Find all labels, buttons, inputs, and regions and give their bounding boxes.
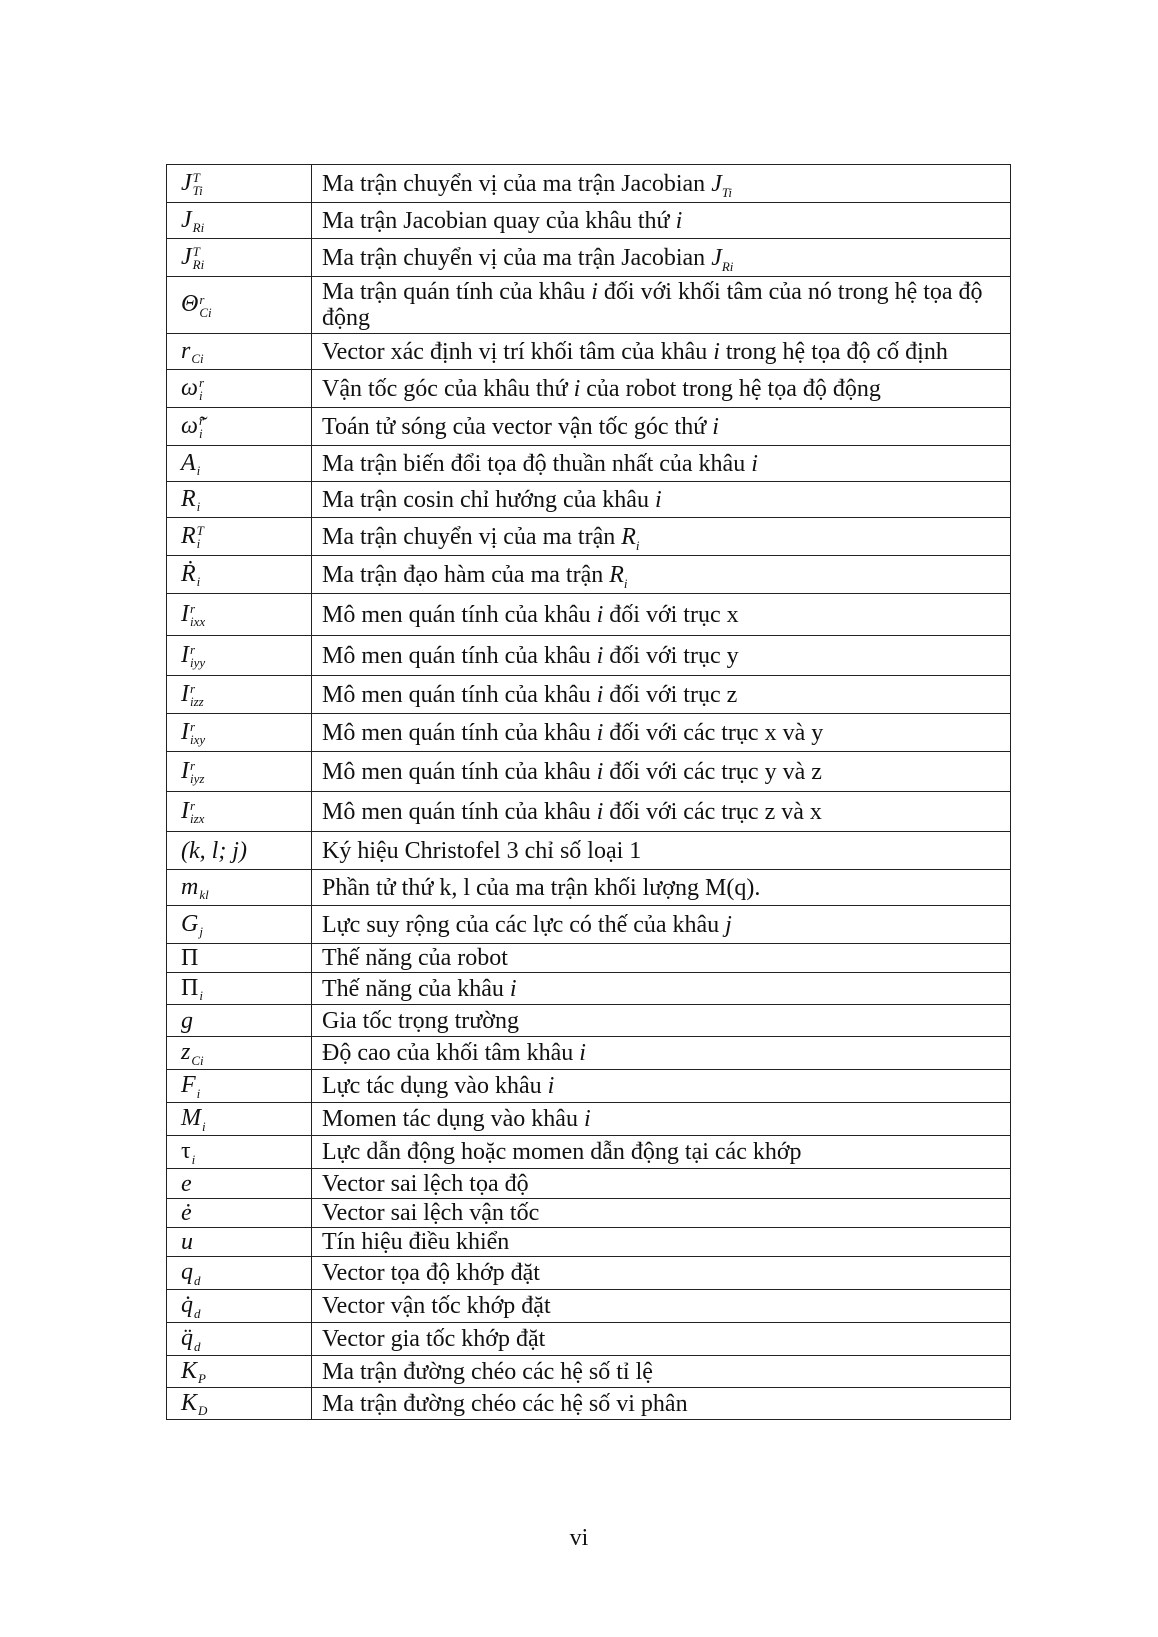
table-row	[167, 1257, 1011, 1290]
symbol-subscript: Ci	[191, 1052, 204, 1068]
symbol-base: ω̃	[181, 412, 198, 439]
description-math: J	[711, 170, 722, 197]
description-cell	[312, 832, 1011, 870]
symbol-subscript: i	[196, 536, 201, 552]
description-text: Mô men quán tính của khâu	[322, 798, 597, 825]
symbol-cell	[167, 1199, 312, 1228]
description-cell	[312, 482, 1011, 518]
symbol-cell	[167, 482, 312, 518]
description-math-subscript: i	[623, 575, 628, 591]
symbol-base: Π	[181, 945, 199, 971]
symbol-subscript: iyz	[190, 771, 205, 787]
symbol-scripts	[199, 293, 211, 319]
symbol-cell	[167, 944, 312, 973]
description-cell	[312, 752, 1011, 792]
description-cell	[312, 676, 1011, 714]
description-cell	[312, 870, 1011, 906]
symbols-table-body	[167, 165, 1011, 1420]
table-row	[167, 906, 1011, 944]
symbol-scripts	[193, 245, 205, 271]
symbol-cell	[167, 334, 312, 370]
symbol-base: q	[181, 1259, 193, 1286]
symbol-scripts	[197, 451, 201, 477]
symbol-base: Θ	[181, 291, 199, 318]
symbol-subscript: i	[196, 463, 201, 479]
symbol-base: R	[181, 522, 196, 549]
description-tail: đối với khối tâm của nó trong hệ tọa độ động	[322, 279, 983, 331]
description-cell	[312, 165, 1011, 203]
symbol-cell	[167, 277, 312, 334]
description-math: i	[596, 798, 604, 825]
symbol-subscript: Ri	[192, 257, 205, 273]
symbol-subscript: D	[198, 1403, 208, 1419]
description-text: Vector vận tốc khớp đặt	[322, 1293, 551, 1319]
symbol-superscript: r	[190, 681, 196, 697]
symbol-base: R	[181, 485, 196, 512]
symbol-subscript: ixx	[190, 614, 206, 630]
symbol-base: I	[181, 680, 189, 707]
symbol-cell	[167, 203, 312, 239]
symbol-scripts	[190, 602, 205, 628]
symbol-base: r	[181, 337, 191, 364]
symbol-base: e	[181, 1170, 192, 1197]
description-tail: trong hệ tọa độ cố định	[719, 338, 948, 365]
table-row	[167, 1228, 1011, 1257]
symbol-superscript	[202, 1107, 206, 1120]
symbol-scripts	[191, 1041, 203, 1067]
description-text: Vận tốc góc của khâu thứ	[322, 375, 574, 402]
table-row	[167, 165, 1011, 203]
description-tail: đối với trục z	[603, 681, 738, 708]
description-math: J	[711, 244, 722, 271]
description-cell	[312, 1199, 1011, 1228]
description-math: i	[591, 279, 598, 305]
description-cell	[312, 518, 1011, 556]
description-text: Ma trận đường chéo các hệ số vi phân	[322, 1390, 688, 1417]
description-math: i	[596, 758, 604, 785]
description-math: i	[596, 601, 604, 628]
table-row	[167, 832, 1011, 870]
description-math: i	[573, 375, 581, 402]
symbol-subscript: i	[191, 1151, 196, 1167]
symbol-scripts	[199, 414, 204, 440]
symbol-superscript	[197, 1074, 201, 1087]
symbol-base: z	[181, 1039, 191, 1066]
symbol-base: (k, l; j)	[181, 837, 247, 864]
symbol-scripts	[198, 1359, 206, 1385]
symbol-superscript: r	[190, 719, 196, 735]
description-text: Mô men quán tính của khâu	[322, 601, 597, 628]
symbol-cell	[167, 1037, 312, 1070]
symbol-cell	[167, 973, 312, 1005]
description-cell	[312, 714, 1011, 752]
description-text: Tín hiệu điều khiển	[322, 1229, 510, 1255]
table-row	[167, 1169, 1011, 1199]
description-text: Vector sai lệch vận tốc	[322, 1200, 540, 1226]
symbol-superscript	[194, 1261, 201, 1274]
table-row	[167, 1136, 1011, 1169]
description-tail: của robot trong hệ tọa độ động	[580, 375, 881, 402]
symbol-cell	[167, 1169, 312, 1199]
description-math-subscript: Ti	[721, 184, 732, 200]
table-row	[167, 239, 1011, 277]
description-text: Toán tử sóng của vector vận tốc góc thứ	[322, 413, 713, 440]
symbol-subscript: Ci	[199, 304, 212, 320]
description-text: Mô men quán tính của khâu	[322, 681, 597, 708]
description-math: i	[547, 1073, 555, 1099]
symbol-cell	[167, 714, 312, 752]
symbol-superscript: T	[192, 244, 200, 260]
table-row	[167, 370, 1011, 408]
symbol-scripts	[199, 976, 203, 1002]
symbol-base: I	[181, 718, 189, 745]
symbol-cell	[167, 1356, 312, 1388]
description-math: R	[621, 523, 636, 550]
symbol-base: K	[181, 1389, 198, 1416]
table-row	[167, 714, 1011, 752]
description-cell	[312, 556, 1011, 594]
table-row	[167, 1070, 1011, 1103]
table-row	[167, 1199, 1011, 1228]
description-tail: đối với các trục z và x	[603, 798, 822, 825]
table-row	[167, 973, 1011, 1005]
table-row	[167, 277, 1011, 334]
table-row	[167, 1290, 1011, 1323]
page-number: vi	[569, 1525, 589, 1551]
symbol-subscript: i	[198, 426, 203, 442]
symbol-cell	[167, 408, 312, 446]
description-cell	[312, 334, 1011, 370]
symbol-cell	[167, 870, 312, 906]
table-row	[167, 446, 1011, 482]
description-cell	[312, 446, 1011, 482]
table-row	[167, 1323, 1011, 1356]
symbol-scripts	[192, 1140, 196, 1166]
symbol-base: J	[181, 243, 192, 270]
table-row	[167, 1005, 1011, 1037]
description-tail: đối với các trục y và z	[603, 758, 822, 785]
description-cell	[312, 370, 1011, 408]
symbol-scripts	[194, 1327, 201, 1353]
symbol-cell	[167, 792, 312, 832]
symbol-superscript	[191, 1041, 203, 1054]
table-row	[167, 408, 1011, 446]
description-cell	[312, 792, 1011, 832]
description-tail: đối với các trục x và y	[603, 719, 824, 746]
description-cell	[312, 1070, 1011, 1103]
symbol-superscript: r	[198, 375, 205, 391]
description-text: Phần tử thứ k, l của ma trận khối lượng M(q).	[322, 874, 761, 901]
symbol-cell	[167, 239, 312, 277]
symbol-superscript	[194, 1327, 201, 1340]
table-row	[167, 594, 1011, 636]
description-text: Ma trận biến đổi tọa độ thuần nhất của khâu	[322, 450, 752, 477]
description-math: i	[583, 1106, 591, 1132]
description-tail: đối với trục x	[603, 601, 739, 628]
symbol-cell	[167, 752, 312, 792]
symbol-base: J	[181, 169, 192, 196]
symbol-scripts	[190, 799, 204, 825]
description-math-subscript: i	[635, 537, 640, 553]
symbol-subscript: kl	[199, 887, 209, 903]
symbol-base: g	[181, 1007, 193, 1034]
description-text: Ma trận quán tính của khâu	[322, 279, 592, 305]
symbol-cell	[167, 832, 312, 870]
description-text: Mô men quán tính của khâu	[322, 719, 597, 746]
symbol-subscript: i	[199, 988, 203, 1004]
table-row	[167, 1103, 1011, 1136]
table-row	[167, 636, 1011, 676]
symbol-base: Π	[181, 974, 199, 1001]
table-row	[167, 518, 1011, 556]
symbol-base: ė	[181, 1200, 192, 1226]
symbol-cell	[167, 1388, 312, 1420]
description-cell	[312, 1356, 1011, 1388]
symbol-subscript: Ci	[191, 351, 204, 367]
symbol-cell	[167, 594, 312, 636]
symbol-superscript: T	[192, 170, 200, 186]
description-cell	[312, 1103, 1011, 1136]
symbol-cell	[167, 1257, 312, 1290]
symbol-base: A	[181, 449, 196, 476]
symbols-table	[166, 164, 1011, 1420]
symbol-base: F	[181, 1072, 196, 1099]
description-cell	[312, 1037, 1011, 1070]
symbol-scripts	[193, 208, 205, 234]
description-text: Lực dẫn động hoặc momen dẫn động tại các khớp	[322, 1139, 802, 1165]
symbol-superscript: r	[190, 798, 196, 814]
description-text: Ma trận Jacobian quay của khâu thứ	[322, 207, 676, 234]
symbol-cell	[167, 1323, 312, 1356]
symbol-cell	[167, 370, 312, 408]
symbol-superscript: T	[196, 523, 204, 539]
description-text: Vector xác định vị trí khối tâm của khâu	[322, 338, 714, 365]
symbol-subscript: i	[198, 388, 203, 404]
symbol-base: I	[181, 757, 189, 784]
symbol-subscript: i	[196, 1085, 201, 1101]
description-text: Thế năng của robot	[322, 945, 508, 971]
description-cell	[312, 1323, 1011, 1356]
symbol-scripts	[199, 376, 204, 402]
description-text: Momen tác dụng vào khâu	[322, 1106, 584, 1132]
description-cell	[312, 1228, 1011, 1257]
table-row	[167, 792, 1011, 832]
symbol-scripts	[202, 1107, 206, 1133]
description-math: i	[579, 1040, 586, 1066]
description-tail: đối với trục y	[603, 642, 739, 669]
description-text: Lực tác dụng vào khâu	[322, 1073, 548, 1099]
symbol-subscript: i	[202, 1118, 206, 1134]
description-math: i	[712, 413, 719, 440]
description-text: Ma trận chuyển vị của ma trận	[322, 523, 622, 550]
symbol-scripts	[190, 720, 205, 746]
symbol-subscript: j	[199, 924, 203, 940]
symbol-base: K	[181, 1357, 198, 1384]
symbol-scripts	[190, 759, 204, 785]
symbol-subscript: izz	[190, 694, 204, 710]
symbol-subscript: d	[194, 1305, 201, 1321]
description-cell	[312, 1005, 1011, 1037]
symbol-subscript: i	[196, 499, 201, 515]
symbol-scripts	[197, 487, 201, 513]
symbol-base: J	[181, 206, 192, 233]
symbol-cell	[167, 906, 312, 944]
symbol-scripts	[191, 339, 203, 365]
description-cell	[312, 1136, 1011, 1169]
symbol-scripts	[190, 682, 204, 708]
symbol-cell	[167, 1070, 312, 1103]
description-math: i	[751, 450, 758, 477]
table-row	[167, 944, 1011, 973]
description-cell	[312, 1257, 1011, 1290]
description-text: Độ cao của khối tâm khâu	[322, 1040, 580, 1066]
description-math: i	[509, 975, 517, 1002]
description-cell	[312, 408, 1011, 446]
table-row	[167, 203, 1011, 239]
symbol-subscript: izx	[190, 811, 205, 827]
symbol-base: q̈	[181, 1325, 193, 1352]
description-text: Ma trận đường chéo các hệ số tỉ lệ	[322, 1358, 653, 1385]
symbol-superscript: r	[190, 601, 196, 617]
symbol-cell	[167, 1290, 312, 1323]
description-math: j	[725, 911, 732, 938]
symbol-scripts	[198, 1391, 207, 1417]
table-row	[167, 334, 1011, 370]
description-cell	[312, 1169, 1011, 1199]
symbol-base: M	[181, 1105, 201, 1132]
symbol-base: I	[181, 797, 189, 824]
description-text: Vector tọa độ khớp đặt	[322, 1260, 540, 1286]
description-math: i	[596, 681, 604, 708]
description-text: Thế năng của khâu	[322, 975, 510, 1002]
symbol-cell	[167, 636, 312, 676]
table-row	[167, 752, 1011, 792]
description-math: i	[596, 719, 604, 746]
description-cell	[312, 277, 1011, 334]
symbol-superscript: r	[198, 413, 205, 429]
symbol-scripts	[199, 875, 208, 901]
description-text: Ma trận đạo hàm của ma trận	[322, 561, 610, 588]
symbol-base: m	[181, 873, 199, 900]
symbol-superscript: r	[190, 642, 196, 658]
symbol-cell	[167, 556, 312, 594]
symbol-subscript: Ti	[192, 183, 203, 199]
symbol-base: u	[181, 1229, 193, 1255]
description-text: Vector gia tốc khớp đặt	[322, 1326, 546, 1352]
description-cell	[312, 594, 1011, 636]
description-text: Ma trận cosin chỉ hướng của khâu	[322, 486, 655, 513]
description-cell	[312, 1290, 1011, 1323]
description-text: Ký hiệu Christofel 3 chỉ số loại 1	[322, 837, 642, 864]
table-row	[167, 1388, 1011, 1420]
symbol-scripts	[197, 562, 201, 588]
description-math-subscript: Ri	[721, 258, 734, 274]
description-text: Mô men quán tính của khâu	[322, 642, 597, 669]
symbol-subscript: Ri	[192, 220, 205, 236]
symbol-subscript: d	[194, 1272, 201, 1288]
symbol-base: G	[181, 910, 199, 937]
symbol-subscript: P	[198, 1371, 206, 1387]
description-math: i	[713, 338, 720, 365]
description-math: i	[654, 486, 662, 513]
description-math: R	[609, 561, 624, 588]
table-row	[167, 676, 1011, 714]
description-text: Lực suy rộng của các lực có thế của khâu	[322, 911, 726, 938]
description-text: Ma trận chuyển vị của ma trận Jacobian	[322, 244, 712, 271]
symbol-subscript: iyy	[190, 655, 206, 671]
symbol-base: Ṙ	[181, 560, 196, 587]
table-row	[167, 1037, 1011, 1070]
symbol-superscript	[194, 1294, 201, 1307]
symbol-cell	[167, 1228, 312, 1257]
table-row	[167, 482, 1011, 518]
description-text: Mô men quán tính của khâu	[322, 758, 597, 785]
symbol-cell	[167, 518, 312, 556]
description-math: i	[596, 642, 604, 669]
symbol-cell	[167, 1103, 312, 1136]
symbol-superscript: r	[199, 291, 205, 307]
symbol-superscript	[192, 1140, 196, 1153]
description-cell	[312, 1388, 1011, 1420]
description-cell	[312, 203, 1011, 239]
description-cell	[312, 906, 1011, 944]
description-cell	[312, 239, 1011, 277]
table-row	[167, 870, 1011, 906]
symbol-scripts	[197, 1074, 201, 1100]
symbol-cell	[167, 676, 312, 714]
symbol-scripts	[194, 1294, 201, 1320]
description-cell	[312, 944, 1011, 973]
symbol-scripts	[193, 171, 203, 197]
symbol-subscript: i	[196, 574, 201, 590]
description-text: Vector sai lệch tọa độ	[322, 1170, 529, 1197]
description-cell	[312, 973, 1011, 1005]
description-cell	[312, 636, 1011, 676]
symbol-scripts	[199, 912, 203, 938]
symbol-cell	[167, 1005, 312, 1037]
symbol-base: ω	[181, 374, 198, 401]
description-text: Gia tốc trọng trường	[322, 1007, 519, 1034]
symbol-subscript: d	[194, 1338, 201, 1354]
symbol-base: I	[181, 641, 189, 668]
symbol-base: I	[181, 600, 189, 627]
symbol-superscript: r	[190, 758, 196, 774]
table-row	[167, 556, 1011, 594]
symbol-cell	[167, 446, 312, 482]
symbol-cell	[167, 1136, 312, 1169]
description-text: Ma trận chuyển vị của ma trận Jacobian	[322, 170, 712, 197]
symbol-subscript: ixy	[190, 732, 206, 748]
symbol-scripts	[194, 1261, 201, 1287]
symbol-base: τ	[181, 1138, 191, 1165]
description-math: i	[675, 207, 683, 234]
symbol-scripts	[190, 643, 205, 669]
symbol-cell	[167, 165, 312, 203]
table-row	[167, 1356, 1011, 1388]
symbol-scripts	[197, 524, 204, 550]
symbol-base: q̇	[181, 1292, 193, 1319]
